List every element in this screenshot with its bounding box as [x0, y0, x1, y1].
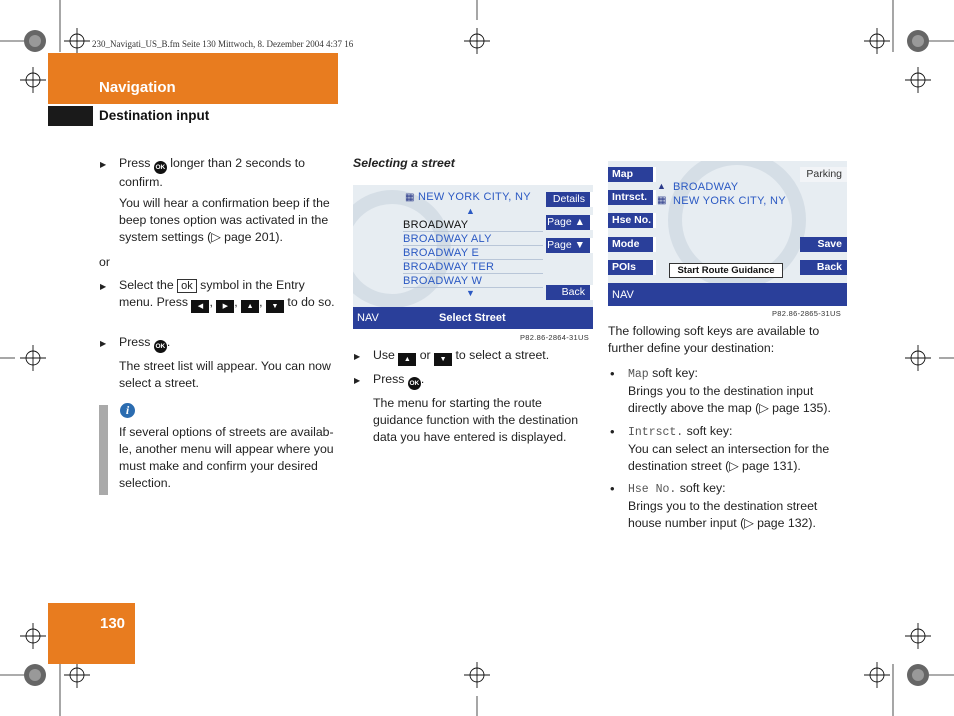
- left-arrow-key-icon: ◀: [191, 300, 209, 313]
- scroll-down-icon: ▼: [466, 288, 475, 298]
- back-softkey[interactable]: Back: [800, 260, 847, 275]
- page-up-softkey[interactable]: Page ▲: [546, 215, 593, 230]
- step1-post: longer than 2 seconds to confirm.: [119, 156, 305, 189]
- file-info: 230_Navigati_US_B.fm Seite 130 Mittwoch, 8. Dezember 2004 4:37 16: [92, 39, 354, 49]
- step2-post: .: [420, 372, 425, 386]
- softkey-bullet: [628, 423, 848, 475]
- city-icon: ▦: [405, 192, 415, 203]
- col2-step2-note: The menu for starting the route guidance function with the destination data you have entered is displayed.: [373, 396, 579, 444]
- nav-label: NAV: [612, 289, 634, 301]
- status-label: Select Street: [439, 312, 506, 324]
- ok-button-icon: OK: [154, 161, 167, 174]
- col1-step1-note: You will hear a confirmation beep if the beep tones option was activated in the system settings (▷ page 201).: [119, 196, 330, 244]
- softkey-bullet: [628, 365, 848, 417]
- city-label: NEW YORK CITY, NY: [418, 191, 531, 203]
- nav-label: NAV: [357, 312, 379, 324]
- intrsct-softkey[interactable]: Intrsct.: [608, 190, 656, 205]
- col1-or: or: [99, 255, 110, 269]
- bullet-label: soft key:: [652, 366, 698, 380]
- details-softkey[interactable]: Details: [546, 192, 593, 207]
- bullet-label: soft key:: [679, 481, 726, 495]
- city-icon: ▦: [657, 195, 667, 206]
- selected-street: BROADWAY: [403, 219, 543, 232]
- down-arrow-key-icon: ▼: [434, 353, 452, 366]
- info-text: If several options of streets are availab-le, another menu will appear where you must make and confirm your desired selection.: [119, 425, 334, 490]
- parking-softkey[interactable]: Parking: [800, 167, 847, 182]
- bullet-desc: Brings you to the destination street house number input (▷ page 132).: [628, 499, 818, 530]
- section-title: Navigation: [99, 79, 176, 96]
- col1-step1: [119, 155, 341, 191]
- down-arrow-key-icon: ▼: [266, 300, 284, 313]
- destination-menu-screen: [608, 161, 847, 306]
- step1-post: to select a street.: [455, 348, 550, 362]
- map-softkey[interactable]: Map: [608, 167, 656, 182]
- right-arrow-key-icon: ▶: [216, 300, 234, 313]
- col2-heading: Selecting a street: [353, 156, 455, 170]
- col2-step2: [373, 371, 593, 390]
- col1-step3: [119, 334, 341, 353]
- ok-symbol: ok: [177, 279, 197, 293]
- start-route-guidance-button[interactable]: Start Route Guidance: [669, 263, 783, 278]
- step2-a: Select the: [119, 278, 174, 292]
- bullet-desc: Brings you to the destination input directly above the map (▷ page 135).: [628, 384, 831, 415]
- street-item[interactable]: BROADWAY TER: [403, 261, 543, 274]
- mode-softkey[interactable]: Mode: [608, 237, 656, 252]
- figure-caption: P82.86-2865-31US: [772, 309, 842, 318]
- bullet-desc: You can select an intersection for the destination street (▷ page 131).: [628, 442, 830, 473]
- header-band: [48, 53, 338, 104]
- select-street-screen: [353, 185, 593, 329]
- pois-softkey[interactable]: POIs: [608, 260, 656, 275]
- street-item[interactable]: BROADWAY W: [403, 275, 543, 288]
- up-arrow-key-icon: ▲: [398, 353, 416, 366]
- intrsct-key-name: Intrsct.: [628, 426, 684, 439]
- step1-pre: Use: [373, 348, 395, 362]
- street-item[interactable]: BROADWAY ALY: [403, 233, 543, 246]
- col3-intro: The following soft keys are available to further define your destination:: [608, 324, 820, 355]
- page-number: 130: [100, 615, 126, 632]
- col2-step1: [373, 347, 593, 366]
- col1-step2: ▶ Select the ok symbol in the Entry menu. Press ◀ , ▶ , ▲ , ▼ to do so.: [119, 277, 341, 313]
- step2-pre: Press: [373, 372, 405, 386]
- back-softkey[interactable]: Back: [546, 285, 593, 300]
- page-down-softkey[interactable]: Page ▼: [546, 238, 593, 253]
- up-arrow-key-icon: ▲: [241, 300, 259, 313]
- step2-c: to do so.: [287, 295, 335, 309]
- bullet-label: soft key:: [686, 424, 733, 438]
- street-icon: ▲: [657, 181, 666, 191]
- ok-button-icon: OK: [154, 340, 167, 353]
- map-key-name: Map: [628, 368, 649, 381]
- step1-mid: or: [419, 348, 431, 362]
- street-item[interactable]: BROADWAY E: [403, 247, 543, 260]
- step3-post: .: [166, 335, 171, 349]
- softkey-bullet: [628, 480, 848, 532]
- header-tab: [48, 106, 93, 126]
- col1-step3-note: The street list will appear. You can now select a street.: [119, 359, 331, 390]
- save-softkey[interactable]: Save: [800, 237, 847, 252]
- nav-status-bar: [353, 307, 593, 329]
- hse-no-softkey[interactable]: Hse No.: [608, 213, 656, 228]
- hse-no-key-name: Hse No.: [628, 483, 677, 496]
- figure-caption: P82.86-2864-31US: [520, 333, 590, 342]
- step2-b: symbol in the Entry menu. Press: [119, 278, 305, 309]
- step1-pre: Press: [119, 156, 151, 170]
- info-bar: [99, 405, 108, 495]
- page-number-box: [48, 603, 135, 664]
- nav-status-bar: [608, 283, 847, 306]
- info-icon: i: [120, 403, 135, 418]
- subsection-title: Destination input: [99, 108, 210, 123]
- ok-button-icon: OK: [408, 377, 421, 390]
- step3-pre: Press: [119, 335, 151, 349]
- destination-city: NEW YORK CITY, NY: [673, 195, 786, 207]
- destination-street: BROADWAY: [673, 181, 739, 193]
- scroll-up-icon: ▲: [466, 206, 475, 216]
